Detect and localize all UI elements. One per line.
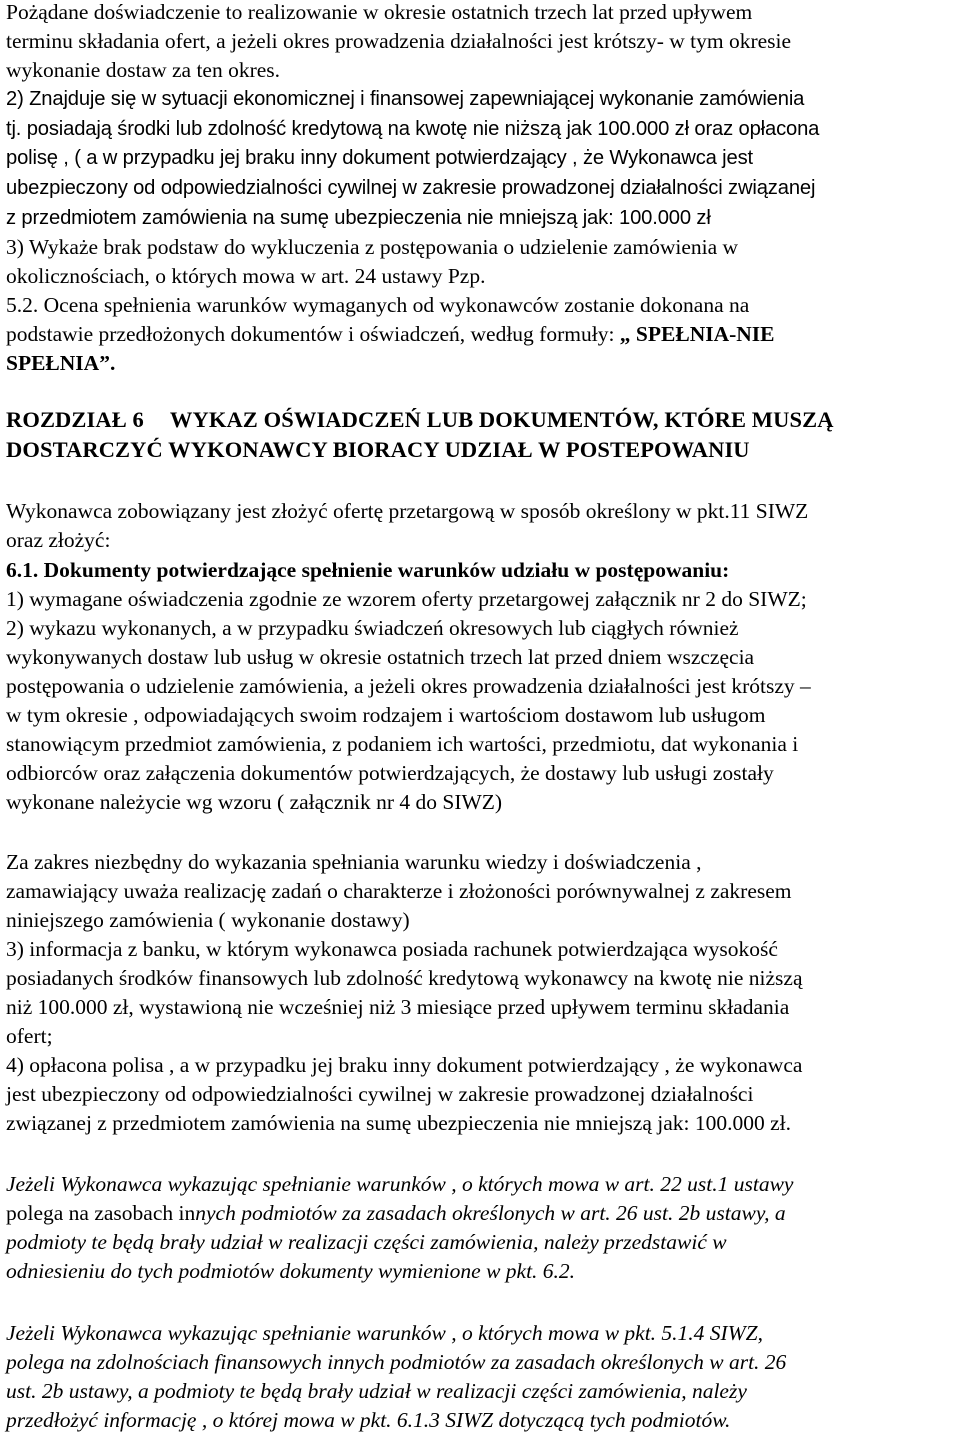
chapter-number: ROZDZIAŁ 6 xyxy=(6,407,144,432)
text-line: terminu składania ofert, a jeżeli okres prowadzenia działalności jest krótszy- w tym okresie xyxy=(6,29,792,53)
formula-label: „ SPEŁNIA-NIE xyxy=(619,322,775,346)
text-line: stanowiącym przedmiot zamówienia, z podaniem ich wartości, przedmiotu, dat wykonania i xyxy=(6,732,799,756)
text-line: 5.2. Ocena spełnienia warunków wymaganych od wykonawców zostanie dokonana na xyxy=(6,293,750,317)
text-span: podstawie przedłożonych dokumentów i oświadczeń, według formuły: xyxy=(6,322,620,346)
text-line: postępowania o udzielenie zamówienia, a jeżeli okres prowadzenia działalności jest krótszy – xyxy=(6,674,811,698)
text-line: tj. posiadają środki lub zdolność kredytową na kwotę nie niższą jak 100.000 zł oraz opłacona xyxy=(6,118,820,140)
text-line: polisę , ( a w przypadku jej braku inny dokument potwierdzający , że Wykonawca jest xyxy=(6,147,753,169)
list-item: 4) opłacona polisa , a w przypadku jej braku inny dokument potwierdzający , że wykonawca xyxy=(6,1053,803,1077)
text-line: oraz złożyć: xyxy=(6,528,111,552)
text-line: Pożądane doświadczenie to realizowanie w okresie ostatnich trzech lat przed upływem xyxy=(6,0,753,24)
text-line: w tym okresie , odpowiadających swoim rodzajem i wartościom dostawom lub usługom xyxy=(6,703,766,727)
text-line: 3) Wykaże brak podstaw do wykluczenia z postępowania o udzielenie zamówienia w xyxy=(6,235,739,259)
text-line: z przedmiotem zamówienia na sumę ubezpieczenia nie mniejszą jak: 100.000 zł xyxy=(6,207,711,229)
formula-label: SPEŁNIA”. xyxy=(6,351,116,375)
text-line: niniejszego zamówienia ( wykonanie dostawy) xyxy=(6,908,410,932)
text-line: odbiorców oraz załączenia dokumentów potwierdzających, że dostawy lub usługi zostały xyxy=(6,761,774,785)
text-line: wykonanie dostaw za ten okres. xyxy=(6,58,281,82)
text-line: ubezpieczony od odpowiedzialności cywilnej w zakresie prowadzonej działalności związanej xyxy=(6,177,816,199)
italic-line: polega na zdolnościach finansowych innych podmiotów za zasadach określonych w art. 26 xyxy=(6,1350,787,1374)
italic-line xyxy=(6,1199,786,1228)
text-line: zamawiający uważa realizację zadań o charakterze i złożoności porównywalnej z zakresem xyxy=(6,879,792,903)
chapter-heading xyxy=(6,406,834,435)
text-line: ofert; xyxy=(6,1024,53,1048)
text-line: posiadanych środków finansowych lub zdolność kredytową wykonawcy na kwotę nie niższą xyxy=(6,966,803,990)
text-line xyxy=(6,320,775,349)
italic-line: odniesieniu do tych podmiotów dokumenty wymienione w pkt. 6.2. xyxy=(6,1259,576,1283)
text-line: wykonywanych dostaw lub usług w okresie ostatnich trzech lat przed dniem wszczęcia xyxy=(6,645,755,669)
list-item: 3) informacja z banku, w którym wykonawca posiada rachunek potwierdzająca wysokość xyxy=(6,937,778,961)
text-line: wykonane należycie wg wzoru ( załącznik nr 4 do SIWZ) xyxy=(6,790,503,814)
text-line: Wykonawca zobowiązany jest złożyć ofertę przetargową w sposób określony w pkt.11 SIWZ xyxy=(6,499,809,523)
chapter-title: WYKAZ OŚWIADCZEŃ LUB DOKUMENTÓW, KTÓRE MUSZĄ xyxy=(169,407,834,432)
italic-line: podmioty te będą brały udział w realizacji części zamówienia, należy przedstawić w xyxy=(6,1230,727,1254)
list-item: 2) wykazu wykonanych, a w przypadku świadczeń okresowych lub ciągłych również xyxy=(6,616,739,640)
italic-line: Jeżeli Wykonawca wykazując spełnianie warunków , o których mowa w art. 22 ust.1 ustawy xyxy=(6,1172,794,1196)
text-line: okolicznościach, o których mowa w art. 24 ustawy Pzp. xyxy=(6,264,486,288)
text-span: polega na zasobach in xyxy=(6,1201,196,1225)
text-line: związanej z przedmiotem zamówienia na sumę ubezpieczenia nie mniejszą jak: 100.000 zł. xyxy=(6,1111,792,1135)
text-line: 2) Znajduje się w sytuacji ekonomicznej i finansowej zapewniającej wykonanie zamówienia xyxy=(6,88,805,110)
italic-line: Jeżeli Wykonawca wykazując spełnianie warunków , o których mowa w pkt. 5.1.4 SIWZ, xyxy=(6,1321,763,1345)
text-line: jest ubezpieczony od odpowiedzialności cywilnej w zakresie prowadzonej działalności xyxy=(6,1082,754,1106)
text-span: nych podmiotów za zasadach określonych w art. 26 ust. 2b ustawy, a xyxy=(195,1201,786,1225)
italic-line: ust. 2b ustawy, a podmioty te będą brały udział w realizacji części zamówienia, należy xyxy=(6,1379,747,1403)
italic-line: przedłożyć informację , o której mowa w pkt. 6.1.3 SIWZ dotyczącą tych podmiotów. xyxy=(6,1408,731,1432)
chapter-title: DOSTARCZYĆ WYKONAWCY BIORACY UDZIAŁ W POSTEPOWANIU xyxy=(6,437,750,462)
text-line: Za zakres niezbędny do wykazania spełniania warunku wiedzy i doświadczenia , xyxy=(6,850,702,874)
text-line: niż 100.000 zł, wystawioną nie wcześniej niż 3 miesiące przed upływem terminu składania xyxy=(6,995,790,1019)
section-title: 6.1. Dokumenty potwierdzające spełnienie warunków udziału w postępowaniu: xyxy=(6,558,730,582)
list-item: 1) wymagane oświadczenia zgodnie ze wzorem oferty przetargowej załącznik nr 2 do SIWZ; xyxy=(6,587,807,611)
